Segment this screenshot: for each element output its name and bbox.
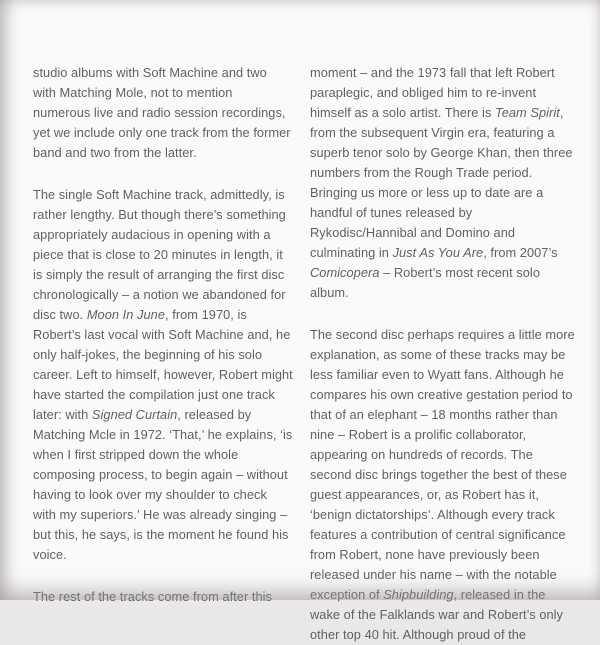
text-segment: moment – and the 1973 fall that left Robert paraplegic, and obliged him to re-invent himself as a solo artist. There is xyxy=(310,65,555,120)
text-column-left xyxy=(33,63,293,604)
paragraph xyxy=(310,325,578,645)
text-segment: , from 2007’s xyxy=(483,245,558,260)
italic-text-segment: Moon In June xyxy=(86,307,165,322)
page-content xyxy=(33,63,578,642)
paragraph xyxy=(33,587,293,607)
italic-text-segment: Team Spirit xyxy=(495,105,560,120)
text-segment: The rest of the tracks come from after this xyxy=(33,589,272,604)
text-segment: , from the subsequent Virgin era, featuring a superb tenor solo by George Khan, then three numbers from the Rough Trade period. Bringing us more or less up to date are a handful of tunes released by Rykodisc/Hannibal and Domino and culminating in xyxy=(310,105,573,260)
italic-text-segment: Signed Curtain xyxy=(91,407,178,422)
text-segment: studio albums with Soft Machine and two with Matching Mole, not to mention numerous live and radio session recordings, yet we include only one track from the former band and two from the latter. xyxy=(33,65,291,160)
italic-text-segment: Comicopera xyxy=(310,265,380,280)
text-segment: The second disc perhaps requires a little more explanation, as some of these tracks may be less familiar even to Wyatt fans. Although he compares his own creative gestation period to that of an elephant – 18 months rather than nine – Robert is a prolific collaborator, appearing on hundreds of records. The second disc brings together the best of these guest appearances, or, as Robert has it, ‘benign dictatorships’. Although every track features a contribution of central significance from Robert, none have previously been released under his name – with the notable exception of xyxy=(310,327,575,602)
paragraph xyxy=(33,185,293,565)
paragraph xyxy=(33,63,293,163)
text-segment: , released by Matching Mcle in 1972. ‘That,’ he explains, ‘is when I first stripped down the whole composing process, to begin again – without having to look over my shoulder to check with my superiors.’ He was already singing – but this, he says, is the moment he found his voice. xyxy=(33,407,293,562)
text-segment: , released in the wake of the Falklands war and Robert’s only other top 40 hit. Although proud of the xyxy=(310,587,564,642)
text-segment: The single Soft Machine track, admittedly, is rather lengthy. But though there’s something appropriately audacious in opening with a piece that is close to 20 minutes in length, it is simply the result of arranging the first disc chronologically – a notion we abandoned for disc two. xyxy=(33,187,286,322)
italic-text-segment: Shipbuilding xyxy=(383,587,454,602)
italic-text-segment: Just As You Are xyxy=(392,245,484,260)
text-column-right xyxy=(310,63,578,642)
paragraph xyxy=(310,63,578,303)
text-segment: , from 1970, is Robert’s last vocal with Soft Machine and, he only half-jokes, the beginning of his solo career. Left to himself, however, Robert might have started the compilation just one track later: with xyxy=(33,307,293,422)
text-segment: – Robert’s most recent solo album. xyxy=(310,265,540,300)
